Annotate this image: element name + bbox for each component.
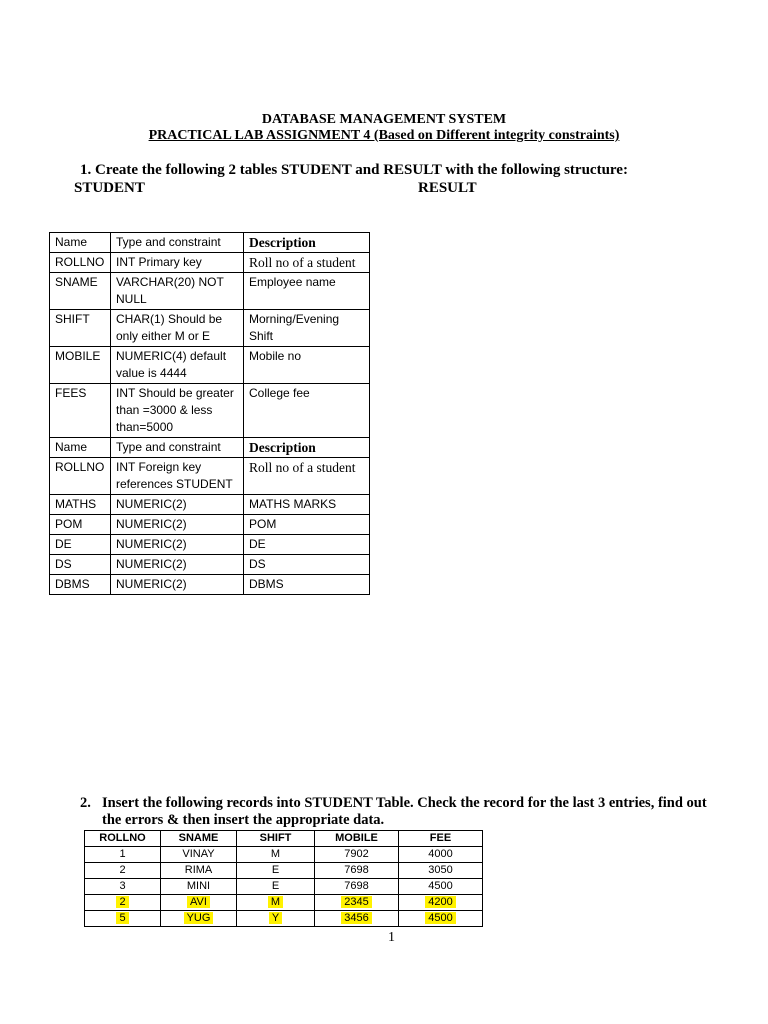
table-cell: MATHS MARKS <box>244 495 370 515</box>
question-2 <box>80 795 720 829</box>
table-cell <box>237 911 315 927</box>
table-cell: NUMERIC(4) default value is 4444 <box>111 347 244 384</box>
table-cell <box>399 911 483 927</box>
table-cell: Mobile no <box>244 347 370 384</box>
document-title: DATABASE MANAGEMENT SYSTEM <box>261 112 507 127</box>
table-cell: College fee <box>244 384 370 438</box>
structure-table <box>49 232 370 595</box>
table-cell: NUMERIC(2) <box>111 575 244 595</box>
highlighted-value: AVI <box>187 896 210 908</box>
header-cell: SNAME <box>161 831 237 847</box>
table-row <box>50 253 370 273</box>
result-label: RESULT <box>418 180 477 196</box>
table-cell: Morning/Evening Shift <box>244 310 370 347</box>
table-row <box>50 347 370 384</box>
highlighted-value: Y <box>269 912 282 924</box>
table-cell: 2 <box>85 863 161 879</box>
header-cell: Name <box>50 438 111 458</box>
header-cell: Type and constraint <box>111 233 244 253</box>
table-cell: MINI <box>161 879 237 895</box>
table-cell: NUMERIC(2) <box>111 495 244 515</box>
table-row <box>85 847 483 863</box>
table-cell: Employee name <box>244 273 370 310</box>
table-cell: DE <box>50 535 111 555</box>
table-cell: INT Should be greater than =3000 & less than=5000 <box>111 384 244 438</box>
table-cell <box>315 911 399 927</box>
table-header-row <box>50 438 370 458</box>
table-row <box>85 863 483 879</box>
table-cell: Roll no of a student <box>244 458 370 495</box>
table-cell: INT Primary key <box>111 253 244 273</box>
highlighted-value: 4200 <box>425 896 455 908</box>
table-cell: DE <box>244 535 370 555</box>
table-cell: INT Foreign key references STUDENT <box>111 458 244 495</box>
table-row <box>50 575 370 595</box>
table-cell: 7698 <box>315 863 399 879</box>
table-cell: DBMS <box>244 575 370 595</box>
student-label: STUDENT <box>74 180 145 196</box>
highlighted-value: 2 <box>116 896 128 908</box>
header-cell: FEE <box>399 831 483 847</box>
table-cell <box>85 895 161 911</box>
highlighted-value: 2345 <box>341 896 371 908</box>
table-cell: NUMERIC(2) <box>111 515 244 535</box>
highlighted-value: 5 <box>116 912 128 924</box>
table-cell: ROLLNO <box>50 253 111 273</box>
table-header-row <box>85 831 483 847</box>
table-cell: 7902 <box>315 847 399 863</box>
question-text: Insert the following records into STUDENT Table. Check the record for the last 3 entries, find out the errors & then insert the appropriate data. <box>102 795 707 828</box>
table-cell: MATHS <box>50 495 111 515</box>
table-row-highlighted <box>85 911 483 927</box>
header-cell: Description <box>244 438 370 458</box>
table-cell <box>161 911 237 927</box>
table-cell: DBMS <box>50 575 111 595</box>
table-cell: POM <box>50 515 111 535</box>
table-cell: FEES <box>50 384 111 438</box>
table-row <box>50 515 370 535</box>
header-cell: MOBILE <box>315 831 399 847</box>
table-cell: VINAY <box>161 847 237 863</box>
table-cell: E <box>237 879 315 895</box>
table-cell: DS <box>244 555 370 575</box>
table-cell: 3 <box>85 879 161 895</box>
question-number: 2. <box>80 795 91 811</box>
page-number: 1 <box>388 930 395 945</box>
table-row <box>50 535 370 555</box>
table-cell <box>399 895 483 911</box>
table-cell <box>161 895 237 911</box>
highlighted-value: 4500 <box>425 912 455 924</box>
table-cell: DS <box>50 555 111 575</box>
table-cell: Roll no of a student <box>244 253 370 273</box>
table-cell: VARCHAR(20) NOT NULL <box>111 273 244 310</box>
table-cell: NUMERIC(2) <box>111 555 244 575</box>
question-1: 1. Create the following 2 tables STUDENT and RESULT with the following structure: <box>80 162 628 178</box>
header-cell: ROLLNO <box>85 831 161 847</box>
table-cell: CHAR(1) Should be only either M or E <box>111 310 244 347</box>
header-cell: Name <box>50 233 111 253</box>
header-cell: Type and constraint <box>111 438 244 458</box>
table-cell <box>85 911 161 927</box>
table-cell: 1 <box>85 847 161 863</box>
header-cell: Description <box>244 233 370 253</box>
header-cell: SHIFT <box>237 831 315 847</box>
table-cell <box>237 895 315 911</box>
table-cell: E <box>237 863 315 879</box>
table-cell <box>315 895 399 911</box>
table-row <box>85 879 483 895</box>
highlighted-value: 3456 <box>341 912 371 924</box>
table-cell: SHIFT <box>50 310 111 347</box>
table-cell: SNAME <box>50 273 111 310</box>
records-table <box>84 830 483 927</box>
table-cell: NUMERIC(2) <box>111 535 244 555</box>
table-row <box>50 495 370 515</box>
table-cell: RIMA <box>161 863 237 879</box>
table-row-highlighted <box>85 895 483 911</box>
table-cell: 7698 <box>315 879 399 895</box>
table-cell: 4000 <box>399 847 483 863</box>
table-row <box>50 273 370 310</box>
table-cell: 3050 <box>399 863 483 879</box>
table-row <box>50 458 370 495</box>
document-subtitle: PRACTICAL LAB ASSIGNMENT 4 (Based on Different integrity constraints) <box>148 128 620 143</box>
table-cell: ROLLNO <box>50 458 111 495</box>
table-cell: 4500 <box>399 879 483 895</box>
table-row <box>50 310 370 347</box>
table-cell: POM <box>244 515 370 535</box>
table-cell: MOBILE <box>50 347 111 384</box>
highlighted-value: M <box>268 896 283 908</box>
highlighted-value: YUG <box>184 912 214 924</box>
table-row <box>50 384 370 438</box>
table-row <box>50 555 370 575</box>
table-header-row <box>50 233 370 253</box>
table-cell: M <box>237 847 315 863</box>
